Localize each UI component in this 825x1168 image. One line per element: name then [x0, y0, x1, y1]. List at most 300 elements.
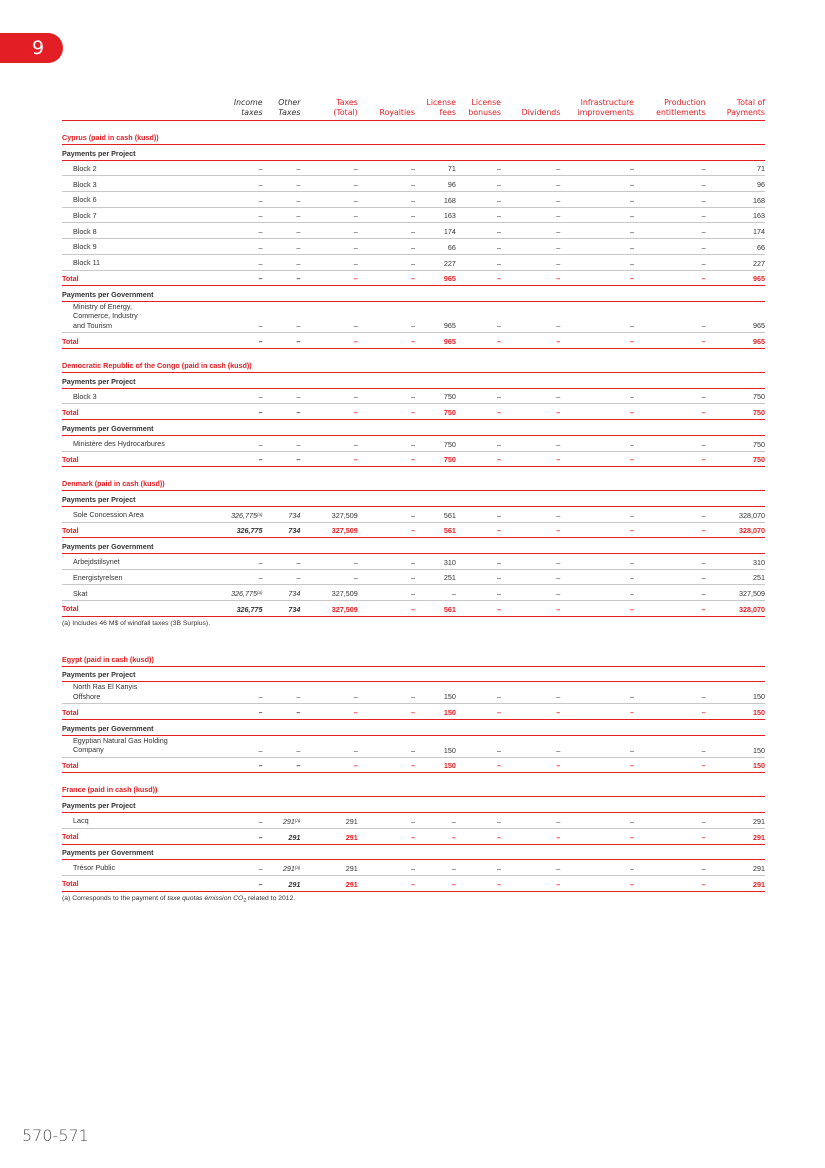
- value-cell: [263, 160, 301, 176]
- value-text: –: [411, 180, 415, 190]
- row-label: North Ras El Kanyis Offshore: [62, 682, 205, 704]
- value-text: 150: [443, 708, 456, 718]
- value-cell: [634, 270, 706, 286]
- value-text: –: [451, 832, 456, 842]
- value-text: –: [258, 164, 263, 174]
- footnote-marker: (a): [257, 511, 263, 517]
- value-text: –: [701, 227, 706, 237]
- value-cell: [501, 176, 560, 192]
- value-text: –: [701, 863, 706, 873]
- row-label: Sole Concession Area: [62, 506, 205, 522]
- value-text: –: [701, 392, 706, 402]
- value-text: –: [496, 557, 501, 567]
- value-cell: [501, 270, 560, 286]
- group-label: Payments per Project: [62, 145, 765, 161]
- value-text: –: [556, 557, 561, 567]
- country-section-header: [62, 349, 765, 373]
- column-header: Income taxes: [205, 98, 262, 121]
- row-label: Skat: [62, 585, 205, 601]
- value-text: –: [296, 227, 301, 237]
- value-cell: [415, 192, 456, 208]
- value-text: –: [701, 337, 706, 347]
- value-cell: [456, 239, 501, 255]
- table-row: [62, 301, 765, 333]
- value-cell: [415, 333, 456, 349]
- value-text: –: [411, 816, 415, 826]
- value-text: –: [496, 526, 501, 536]
- value-cell: [263, 176, 301, 192]
- column-header: License bonuses: [456, 98, 501, 121]
- value-text: –: [411, 274, 415, 284]
- total-row: [62, 270, 765, 286]
- value-cell: [456, 176, 501, 192]
- value-text: 965: [443, 321, 456, 331]
- value-text: –: [701, 242, 706, 252]
- value-cell: [501, 239, 560, 255]
- group-header: [62, 844, 765, 860]
- value-text: –: [411, 242, 415, 252]
- value-cell: [706, 301, 765, 333]
- value-cell: [634, 735, 706, 757]
- value-cell: [300, 333, 357, 349]
- row-label: Trésor Public: [62, 860, 205, 876]
- value-cell: [634, 239, 706, 255]
- value-text: –: [296, 745, 301, 755]
- row-label: Total: [62, 333, 205, 349]
- value-text: 291: [345, 816, 358, 826]
- value-cell: [634, 757, 706, 773]
- value-text: –: [701, 274, 706, 284]
- value-text: 561: [443, 526, 456, 536]
- value-cell: [706, 223, 765, 239]
- value-cell: [263, 333, 301, 349]
- total-row: [62, 451, 765, 467]
- value-text: –: [353, 258, 358, 268]
- value-cell: [415, 522, 456, 538]
- value-cell: [300, 601, 357, 617]
- value-cell: [205, 239, 262, 255]
- value-text: –: [556, 510, 561, 520]
- value-cell: [358, 585, 415, 601]
- value-text: –: [411, 455, 415, 465]
- value-cell: [358, 569, 415, 585]
- value-text: –: [629, 227, 634, 237]
- value-text: –: [629, 164, 634, 174]
- value-cell: [205, 207, 262, 223]
- footnote-marker: (a): [294, 864, 301, 870]
- value-text: –: [496, 692, 501, 702]
- value-cell: [634, 813, 706, 829]
- value-text: –: [629, 745, 634, 755]
- value-cell: [415, 553, 456, 569]
- value-text: –: [556, 573, 561, 583]
- value-cell: [501, 192, 560, 208]
- value-cell: [560, 270, 634, 286]
- value-cell: [706, 192, 765, 208]
- value-cell: [501, 704, 560, 720]
- column-header: License fees: [415, 98, 456, 121]
- value-text: –: [258, 211, 263, 221]
- value-text: –: [496, 879, 501, 889]
- row-label: Block 3: [62, 388, 205, 404]
- country-section-header: [62, 121, 765, 145]
- value-text: –: [701, 258, 706, 268]
- value-cell: [263, 704, 301, 720]
- value-cell: [560, 682, 634, 704]
- value-cell: [560, 435, 634, 451]
- value-cell: [634, 223, 706, 239]
- value-text: –: [258, 455, 263, 465]
- value-cell: [300, 176, 357, 192]
- value-text: –: [629, 439, 634, 449]
- value-cell: [205, 435, 262, 451]
- value-cell: [358, 160, 415, 176]
- value-text: –: [258, 392, 263, 402]
- value-text: –: [556, 879, 561, 889]
- value-text: –: [496, 227, 501, 237]
- value-cell: [560, 160, 634, 176]
- value-text: –: [629, 258, 634, 268]
- value-text: –: [451, 589, 456, 598]
- value-text: –: [496, 258, 501, 268]
- value-cell: [415, 757, 456, 773]
- value-text: –: [296, 408, 301, 418]
- value-cell: [560, 522, 634, 538]
- total-row: [62, 404, 765, 420]
- row-label: Block 11: [62, 254, 205, 270]
- group-label: Payments per Project: [62, 491, 765, 507]
- value-cell: [456, 301, 501, 333]
- value-text: –: [258, 408, 263, 418]
- value-cell: [415, 388, 456, 404]
- value-cell: [205, 704, 262, 720]
- value-cell: [300, 301, 357, 333]
- value-text: –: [411, 439, 415, 449]
- value-cell: [634, 522, 706, 538]
- value-cell: [300, 160, 357, 176]
- value-cell: [358, 813, 415, 829]
- value-text: –: [296, 761, 301, 771]
- value-cell: [358, 239, 415, 255]
- value-cell: [560, 254, 634, 270]
- value-text: –: [556, 863, 561, 873]
- value-text: 291: [345, 879, 358, 889]
- group-label: Payments per Government: [62, 720, 765, 736]
- group-header: [62, 491, 765, 507]
- value-text: –: [353, 337, 358, 347]
- section-label: Denmark (paid in cash (kusd)): [62, 467, 765, 491]
- value-cell: [415, 451, 456, 467]
- value-cell: [634, 601, 706, 617]
- value-cell: [300, 223, 357, 239]
- value-text: –: [296, 195, 301, 205]
- value-text: –: [353, 761, 358, 771]
- column-header: Other Taxes: [263, 98, 301, 121]
- group-header: [62, 373, 765, 389]
- value-text: –: [701, 526, 706, 536]
- value-cell: [358, 828, 415, 844]
- row-label: Total: [62, 404, 205, 420]
- value-cell: [634, 388, 706, 404]
- footnote-marker: (a): [294, 817, 301, 823]
- column-header: Production entitlements: [634, 98, 706, 121]
- value-cell: [560, 388, 634, 404]
- value-text: 174: [443, 227, 456, 237]
- value-cell: [501, 506, 560, 522]
- footnote-text: (a) Corresponds to the payment of: [62, 894, 168, 902]
- value-text: 310: [443, 557, 456, 567]
- value-cell: [300, 757, 357, 773]
- value-text: –: [411, 604, 415, 614]
- value-cell: [415, 813, 456, 829]
- value-text: –: [556, 708, 561, 718]
- value-text: 734: [288, 589, 301, 598]
- value-text: –: [496, 164, 501, 174]
- group-header: [62, 538, 765, 554]
- value-text: –: [629, 557, 634, 567]
- value-text: –: [556, 761, 561, 771]
- value-cell: [205, 451, 262, 467]
- value-cell: [706, 506, 765, 522]
- spacer-row: [62, 630, 765, 642]
- value-cell: [205, 301, 262, 333]
- table-row: [62, 553, 765, 569]
- chapter-number: 9: [32, 37, 45, 59]
- value-cell: [634, 451, 706, 467]
- value-cell: [501, 601, 560, 617]
- value-text: –: [629, 337, 634, 347]
- row-label: Total: [62, 875, 205, 891]
- value-text: –: [701, 816, 706, 826]
- value-text: –: [629, 510, 634, 520]
- value-text: –: [629, 211, 634, 221]
- value-cell: [358, 192, 415, 208]
- value-text: –: [496, 195, 501, 205]
- value-text: 150: [443, 745, 456, 755]
- value-text: –: [353, 708, 358, 718]
- value-cell: [560, 828, 634, 844]
- value-text: –: [411, 863, 415, 873]
- value-text: –: [353, 164, 358, 174]
- value-cell: [415, 506, 456, 522]
- value-cell: [415, 682, 456, 704]
- value-text: –: [411, 408, 415, 418]
- value-cell: [358, 333, 415, 349]
- value-text: –: [296, 708, 301, 718]
- section-label: France (paid in cash (kusd)): [62, 773, 765, 797]
- value-cell: [300, 860, 357, 876]
- value-cell: [634, 301, 706, 333]
- value-cell: [263, 828, 301, 844]
- value-cell: [205, 506, 262, 522]
- value-text: –: [496, 211, 501, 221]
- value-cell: [358, 207, 415, 223]
- value-text: 291: [288, 832, 301, 842]
- value-text: –: [556, 242, 561, 252]
- row-label: Egyptian Natural Gas Holding Company: [62, 735, 205, 757]
- value-cell: [560, 585, 634, 601]
- value-cell: [456, 160, 501, 176]
- value-text: –: [258, 242, 263, 252]
- value-text: –: [451, 816, 456, 826]
- payments-table: [62, 98, 765, 906]
- value-cell: [415, 239, 456, 255]
- value-cell: [358, 254, 415, 270]
- value-text: –: [629, 832, 634, 842]
- value-cell: [205, 813, 262, 829]
- value-text: –: [629, 863, 634, 873]
- value-text: –: [353, 692, 358, 702]
- footnote-text: related to 2012.: [246, 894, 296, 902]
- value-text: 327,509: [331, 510, 358, 520]
- value-text: –: [411, 195, 415, 205]
- value-text: –: [556, 337, 561, 347]
- value-cell: [263, 404, 301, 420]
- value-text: 66: [757, 242, 765, 252]
- value-cell: [263, 223, 301, 239]
- value-cell: [415, 254, 456, 270]
- value-text: 326,775: [231, 589, 258, 598]
- value-cell: [415, 585, 456, 601]
- section-label: Egypt (paid in cash (kusd)): [62, 642, 765, 666]
- value-text: 291: [345, 863, 358, 873]
- value-cell: [300, 435, 357, 451]
- value-text: –: [258, 439, 263, 449]
- row-label: Total: [62, 270, 205, 286]
- value-cell: [634, 828, 706, 844]
- value-text: –: [353, 439, 358, 449]
- value-text: 291: [753, 832, 765, 842]
- value-text: –: [296, 557, 301, 567]
- value-cell: [501, 160, 560, 176]
- row-label: Block 9: [62, 239, 205, 255]
- row-label: Total: [62, 757, 205, 773]
- value-cell: [560, 860, 634, 876]
- value-cell: [634, 333, 706, 349]
- value-cell: [634, 160, 706, 176]
- value-cell: [634, 553, 706, 569]
- value-text: –: [556, 745, 561, 755]
- value-cell: [263, 735, 301, 757]
- value-text: –: [701, 180, 706, 190]
- value-text: –: [411, 573, 415, 583]
- value-text: –: [353, 408, 358, 418]
- value-cell: [415, 176, 456, 192]
- value-cell: [634, 569, 706, 585]
- table-row: [62, 176, 765, 192]
- value-cell: [415, 223, 456, 239]
- value-cell: [300, 388, 357, 404]
- value-cell: [300, 506, 357, 522]
- value-cell: [358, 682, 415, 704]
- value-text: –: [411, 526, 415, 536]
- value-text: –: [701, 164, 706, 174]
- value-text: 965: [443, 337, 456, 347]
- value-text: 750: [443, 392, 456, 402]
- value-cell: [501, 254, 560, 270]
- value-text: –: [411, 211, 415, 221]
- value-cell: [706, 682, 765, 704]
- value-text: –: [496, 816, 501, 826]
- value-cell: [205, 254, 262, 270]
- footnote-subscript: 2: [243, 897, 247, 904]
- section-label: Cyprus (paid in cash (kusd)): [62, 121, 765, 145]
- value-text: –: [556, 439, 561, 449]
- value-text: –: [411, 745, 415, 755]
- value-cell: [205, 860, 262, 876]
- value-text: –: [296, 692, 301, 702]
- value-text: –: [258, 816, 263, 826]
- value-cell: [263, 585, 301, 601]
- value-text: –: [258, 708, 263, 718]
- value-cell: [205, 828, 262, 844]
- value-cell: [300, 813, 357, 829]
- value-text: –: [701, 510, 706, 520]
- value-cell: [560, 553, 634, 569]
- value-cell: [456, 828, 501, 844]
- value-text: –: [496, 510, 501, 520]
- row-label: Arbejdstilsynet: [62, 553, 205, 569]
- column-header: Total of Payments: [706, 98, 765, 121]
- value-text: –: [496, 573, 501, 583]
- value-text: –: [411, 227, 415, 237]
- value-cell: [358, 506, 415, 522]
- value-text: 291: [282, 863, 295, 873]
- value-text: –: [629, 180, 634, 190]
- value-text: –: [629, 321, 634, 331]
- value-cell: [706, 207, 765, 223]
- value-text: –: [556, 227, 561, 237]
- footnote-label: [62, 891, 765, 906]
- value-cell: [501, 813, 560, 829]
- value-cell: [205, 388, 262, 404]
- value-cell: [300, 682, 357, 704]
- value-text: 66: [447, 242, 456, 252]
- value-cell: [358, 601, 415, 617]
- value-cell: [456, 860, 501, 876]
- value-text: 163: [753, 211, 765, 221]
- value-text: 734: [288, 510, 301, 520]
- value-text: 965: [753, 337, 765, 347]
- value-cell: [501, 301, 560, 333]
- value-text: –: [258, 745, 263, 755]
- value-text: –: [556, 832, 561, 842]
- value-cell: [300, 239, 357, 255]
- value-text: –: [353, 745, 358, 755]
- value-cell: [358, 388, 415, 404]
- value-text: –: [629, 879, 634, 889]
- value-text: –: [353, 242, 358, 252]
- value-text: –: [496, 604, 501, 614]
- value-text: –: [411, 692, 415, 702]
- value-text: –: [296, 337, 301, 347]
- table-row: [62, 435, 765, 451]
- value-text: 734: [288, 604, 301, 614]
- value-cell: [300, 585, 357, 601]
- total-row: [62, 757, 765, 773]
- payments-table-container: [62, 98, 765, 906]
- value-text: –: [258, 761, 263, 771]
- row-label: Block 6: [62, 192, 205, 208]
- value-cell: [456, 704, 501, 720]
- value-cell: [560, 207, 634, 223]
- value-text: 227: [753, 258, 765, 268]
- value-cell: [456, 388, 501, 404]
- value-text: –: [296, 439, 301, 449]
- value-text: –: [296, 180, 301, 190]
- value-text: 71: [447, 164, 456, 174]
- value-cell: [205, 192, 262, 208]
